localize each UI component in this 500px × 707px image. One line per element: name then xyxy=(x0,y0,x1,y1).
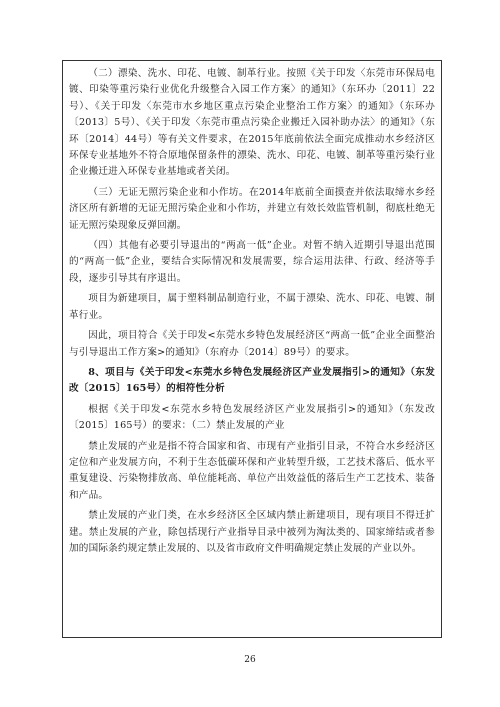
paragraph-dyeing-industry: （二）漂染、洗水、印花、电镀、制革行业。按照《关于印发〈东莞市环保局电镀、印染等重污染行业优化升级整合入园工作方案〉的通知》（东环办〔2011〕22号）、《关于印发〈东莞市水乡地区重点污染企业整治工作方案〉的通知》（东环办〔2013〕5号）、《关于印发〈东莞市重点污染企业搬迁入园补助办法〉的通知》（东环〔2014〕44号）等有关文件要求，在2015年底前依法全面完成推动水乡经济区环保专业基地外不符合原地保留条件的漂染、洗水、印花、电镀、制革等重污染行业企业搬迁进入环保专业基地或者关闭。 xyxy=(69,68,435,178)
paragraph-requirements: 根据《关于印发<东莞水乡特色发展经济区产业发展指引>的通知》（东发改〔2015〕165号）的要求：（二）禁止发展的产业 xyxy=(69,403,435,432)
paragraph-unlicensed-enterprises: （三）无证无照污染企业和小作坊。在2014年底前全面摸查并依法取缔水乡经济区所有新增的无证无照污染企业和小作坊，并建立有效长效监管机制，彻底杜绝无证无照污染现象反弹回潮。 xyxy=(69,186,435,231)
paragraph-prohibited-definition: 禁止发展的产业是指不符合国家和省、市现有产业指引目录，不符合水乡经济区定位和产业发展方向，不利于生态低碳环保和产业转型升级，工艺技术落后、低水平重复建设、污染物排放高、单位能耗高、单位产出效益低的落后生产工艺技术、装备和产品。 xyxy=(69,440,435,501)
paragraph-conclusion: 因此，项目符合《关于印发<东莞水乡特色发展经济区“两高一低”企业全面整治与引导退出工作方案>的通知》（东府办〔2014〕89号）的要求。 xyxy=(69,330,435,358)
section-heading-8: 8、项目与《关于印发<东莞水乡特色发展经济区产业发展指引>的通知》（东发改〔2015〕165号）的相符性分析 xyxy=(69,366,435,395)
content-box xyxy=(62,60,442,638)
paragraph-two-high-one-low: （四）其他有必要引导退出的“两高一低”企业。对暂不纳入近期引导退出范围的“两高一低”企业，要结合实际情况和发展需要，综合运用法律、行政、经济等手段，逐步引导其有序退出。 xyxy=(69,240,435,284)
paragraph-project-industry: 项目为新建项目，属于塑料制品制造行业，不属于漂染、洗水、印花、电镀、制革行业。 xyxy=(69,293,435,321)
page-number: 26 xyxy=(244,655,256,665)
paragraph-prohibited-categories: 禁止发展的产业门类，在水乡经济区全区域内禁止新建项目，现有项目不得迁扩建。禁止发展的产业，除包括现行产业指导目录中被列为淘汰类的、国家缔结或者参加的国际条约规定禁止发展的、以及省市政府文件明确规定禁止发展的产业以外。 xyxy=(69,510,435,554)
